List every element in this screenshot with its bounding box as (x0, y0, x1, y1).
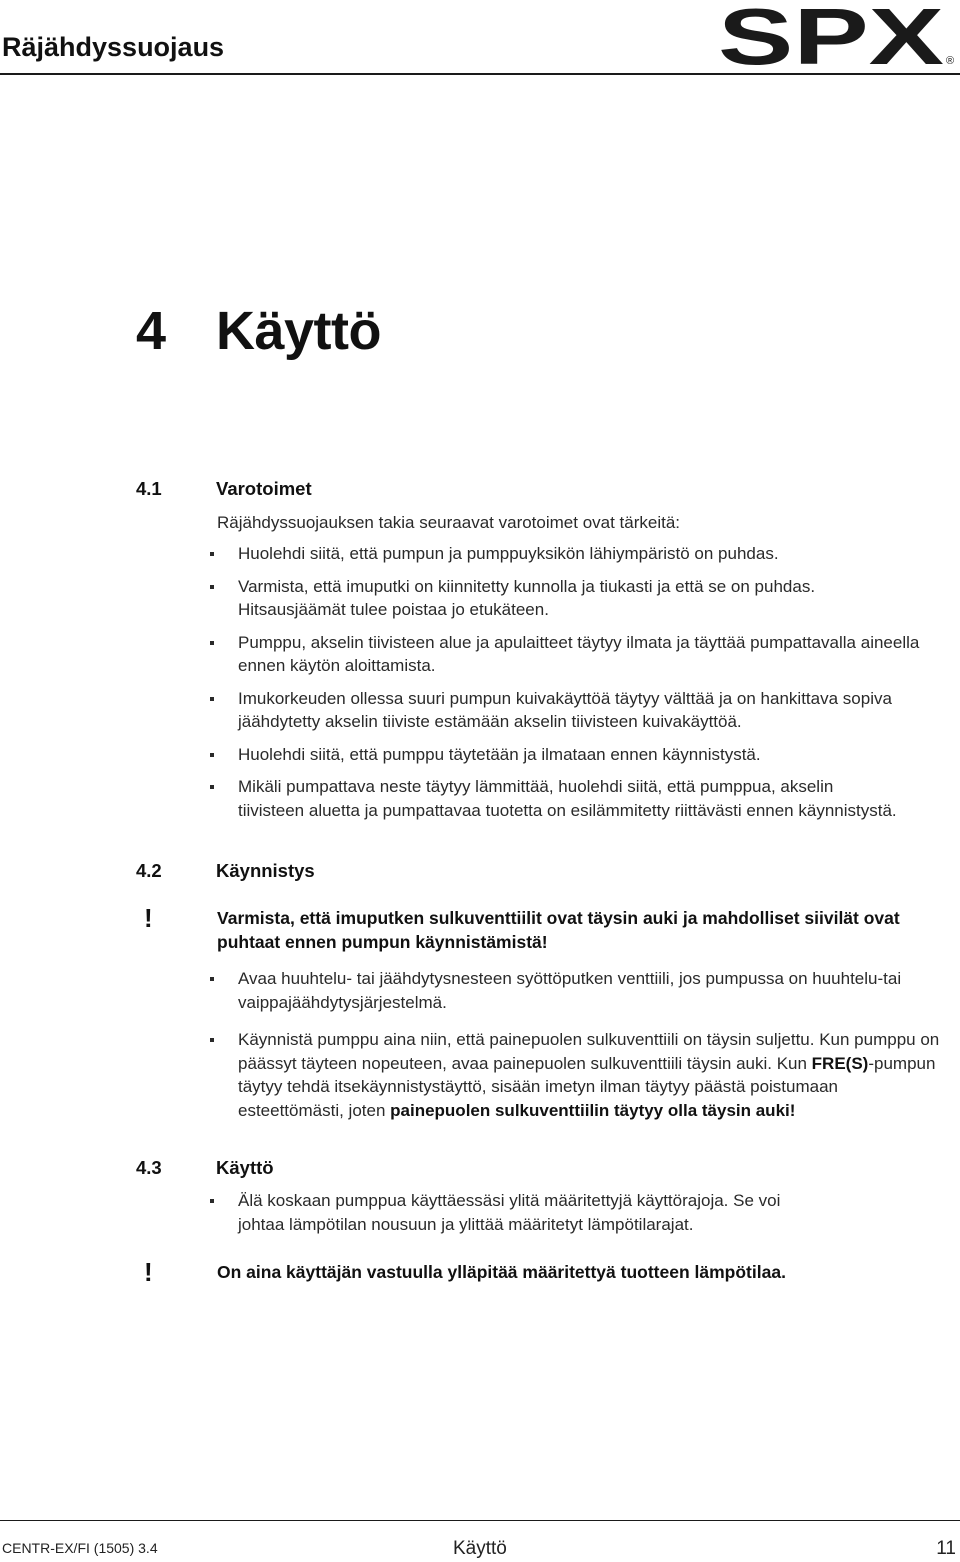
spx-logo (718, 2, 958, 68)
header-rule (0, 73, 960, 75)
section-title: Varotoimet (216, 478, 312, 499)
precautions-list (205, 542, 957, 831)
warning-text: On aina käyttäjän vastuulla ylläpitää määritettyä tuotteen lämpötilaa. (217, 1262, 786, 1282)
section-title: Käyttö (216, 1157, 274, 1178)
section-heading-4-1 (136, 478, 312, 500)
list-item: Imukorkeuden ollessa suuri pumpun kuivakäyttöä täytyy välttää ja on hankittava sopiva jäähdytetty akselin tiiviste estämään akselin tiivisteen kuivakäyttöä. (205, 687, 957, 734)
warning-exclamation-icon: ! (144, 903, 153, 933)
section-number: 4.1 (136, 478, 162, 499)
warning-exclamation-icon: ! (144, 1257, 153, 1287)
footer-chapter-name: Käyttö (453, 1538, 507, 1559)
list-item: Mikäli pumpattava neste täytyy lämmittää, huolehdi siitä, että pumppua, akselin tiivisteen aluetta ja pumpattavaa tuotetta on esilämmitetty riittävästi ennen käynnistystä. (205, 775, 957, 822)
page-header (0, 0, 960, 78)
section-heading-4-3 (136, 1157, 274, 1179)
section-intro: Räjähdyssuojauksen takia seuraavat varotoimet ovat tärkeitä: (217, 513, 681, 532)
chapter-title-text: Käyttö (216, 301, 382, 361)
list-item: Huolehdi siitä, että pumpun ja pumppuyksikön lähiympäristö on puhdas. (205, 542, 957, 566)
document-code: CENTR-EX/FI (1505) 3.4 (2, 1540, 158, 1556)
list-item: Varmista, että imuputki on kiinnitetty kunnolla ja tiukasti ja että se on puhdas. Hitsausjäämät tulee poistaa jo etukäteen. (205, 575, 957, 622)
startup-list (205, 967, 957, 1131)
list-item: Avaa huuhtelu- tai jäähdytysnesteen syöttöputken venttiili, jos pumpussa on huuhtelu-tai vaippajäähdytysjärjestelmä. (205, 967, 957, 1014)
section-heading-4-2 (136, 860, 315, 882)
page-number: 11 (936, 1538, 956, 1559)
list-item: Pumppu, akselin tiivisteen alue ja apulaitteet täytyy ilmata ja täyttää pumpattavalla aineella ennen käytön aloittamista. (205, 631, 957, 678)
operation-warning (136, 1257, 960, 1287)
emphasis-text: painepuolen sulkuventtiilin täytyy olla täysin auki! (390, 1100, 796, 1120)
section-number: 4.3 (136, 1157, 162, 1178)
list-item (205, 1028, 957, 1122)
chapter-number: 4 (136, 301, 166, 361)
section-title: Käynnistys (216, 860, 315, 881)
registered-mark: ® (946, 55, 955, 67)
page-footer (0, 1518, 960, 1562)
list-item-text: Käynnistä pumppu aina niin, että painepuolen sulkuventtiili on täysin suljettu. Kun pumppu on päässyt täyteen nopeuteen, avaa painepuolen sulkuventtiili täysin auki. Kun (238, 1030, 940, 1073)
logo-wordmark: SPX (718, 2, 944, 68)
list-item: Huolehdi siitä, että pumppu täytetään ja ilmataan ennen käynnistystä. (205, 743, 957, 767)
pump-model-label: FRE(S) (811, 1053, 869, 1073)
warning-text: Varmista, että imuputken sulkuventtiilit ovat täysin auki ja mahdolliset siivilät ovat puhtaat ennen pumpun käynnistämistä! (217, 908, 900, 952)
chapter-title (136, 300, 381, 362)
operation-list (205, 1189, 957, 1245)
footer-rule (0, 1520, 960, 1521)
header-title: Räjähdyssuojaus (2, 32, 225, 62)
startup-warning (136, 903, 960, 954)
list-item-text: -pumpun täytyy tehdä itsekäynnistystäyttö, sisään imetyn ilman täytyy päästä poistumaan esteettömästi, joten (238, 1053, 936, 1120)
list-item: Älä koskaan pumppua käyttäessäsi ylitä määritettyjä käyttörajoja. Se voi johtaa lämpötilan nousuun ja ylittää määritetyt lämpötilarajat. (205, 1189, 957, 1236)
section-number: 4.2 (136, 860, 162, 881)
